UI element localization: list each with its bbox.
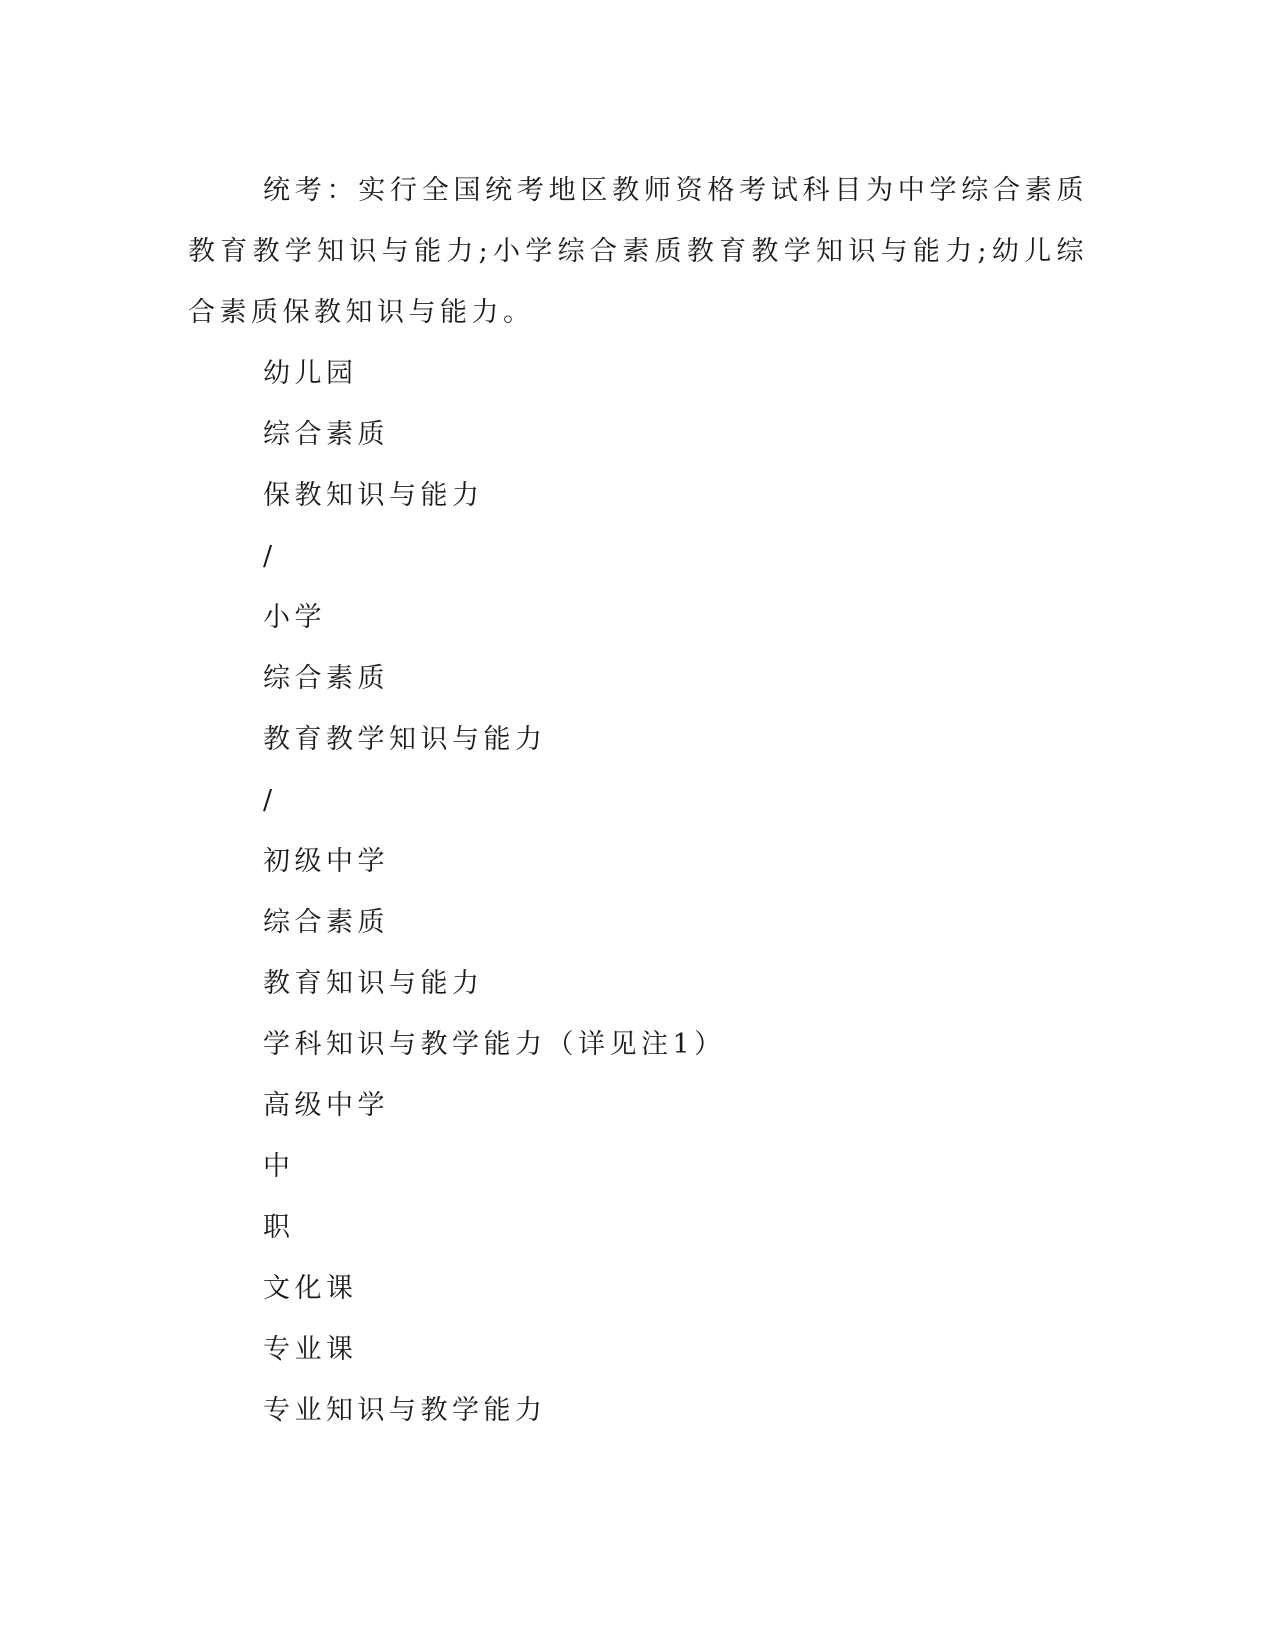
text-line-primary-school: 小学 — [263, 602, 326, 633]
text-line-subject-knowledge: 学科知识与教学能力（详见注1） — [263, 1029, 726, 1060]
text-line-slash-1: / — [263, 541, 277, 572]
text-line-senior-high-school: 高级中学 — [263, 1090, 389, 1121]
text-line-junior-middle-school: 初级中学 — [263, 846, 389, 877]
text-line-education-knowledge: 教育知识与能力 — [263, 968, 484, 999]
document-body — [188, 160, 1088, 1441]
text-line-professional-course: 专业课 — [263, 1334, 358, 1365]
text-line-kindergarten: 幼儿园 — [263, 358, 358, 389]
text-line-slash-2: / — [263, 785, 277, 816]
text-line-zhong: 中 — [263, 1151, 295, 1182]
text-line-culture-course: 文化课 — [263, 1273, 358, 1304]
text-line-professional-knowledge: 专业知识与教学能力 — [263, 1395, 547, 1426]
text-line-comprehensive-quality-3: 综合素质 — [263, 907, 389, 938]
text-line-zhi: 职 — [263, 1212, 295, 1243]
text-line-childcare-knowledge: 保教知识与能力 — [263, 480, 484, 511]
intro-paragraph: 统考：实行全国统考地区教师资格考试科目为中学综合素质教育教学知识与能力;小学综合素质教育教学知识与能力;幼儿综合素质保教知识与能力。 — [188, 175, 1088, 328]
text-line-comprehensive-quality-2: 综合素质 — [263, 663, 389, 694]
text-line-comprehensive-quality-1: 综合素质 — [263, 419, 389, 450]
text-line-education-teaching-knowledge: 教育教学知识与能力 — [263, 724, 547, 755]
